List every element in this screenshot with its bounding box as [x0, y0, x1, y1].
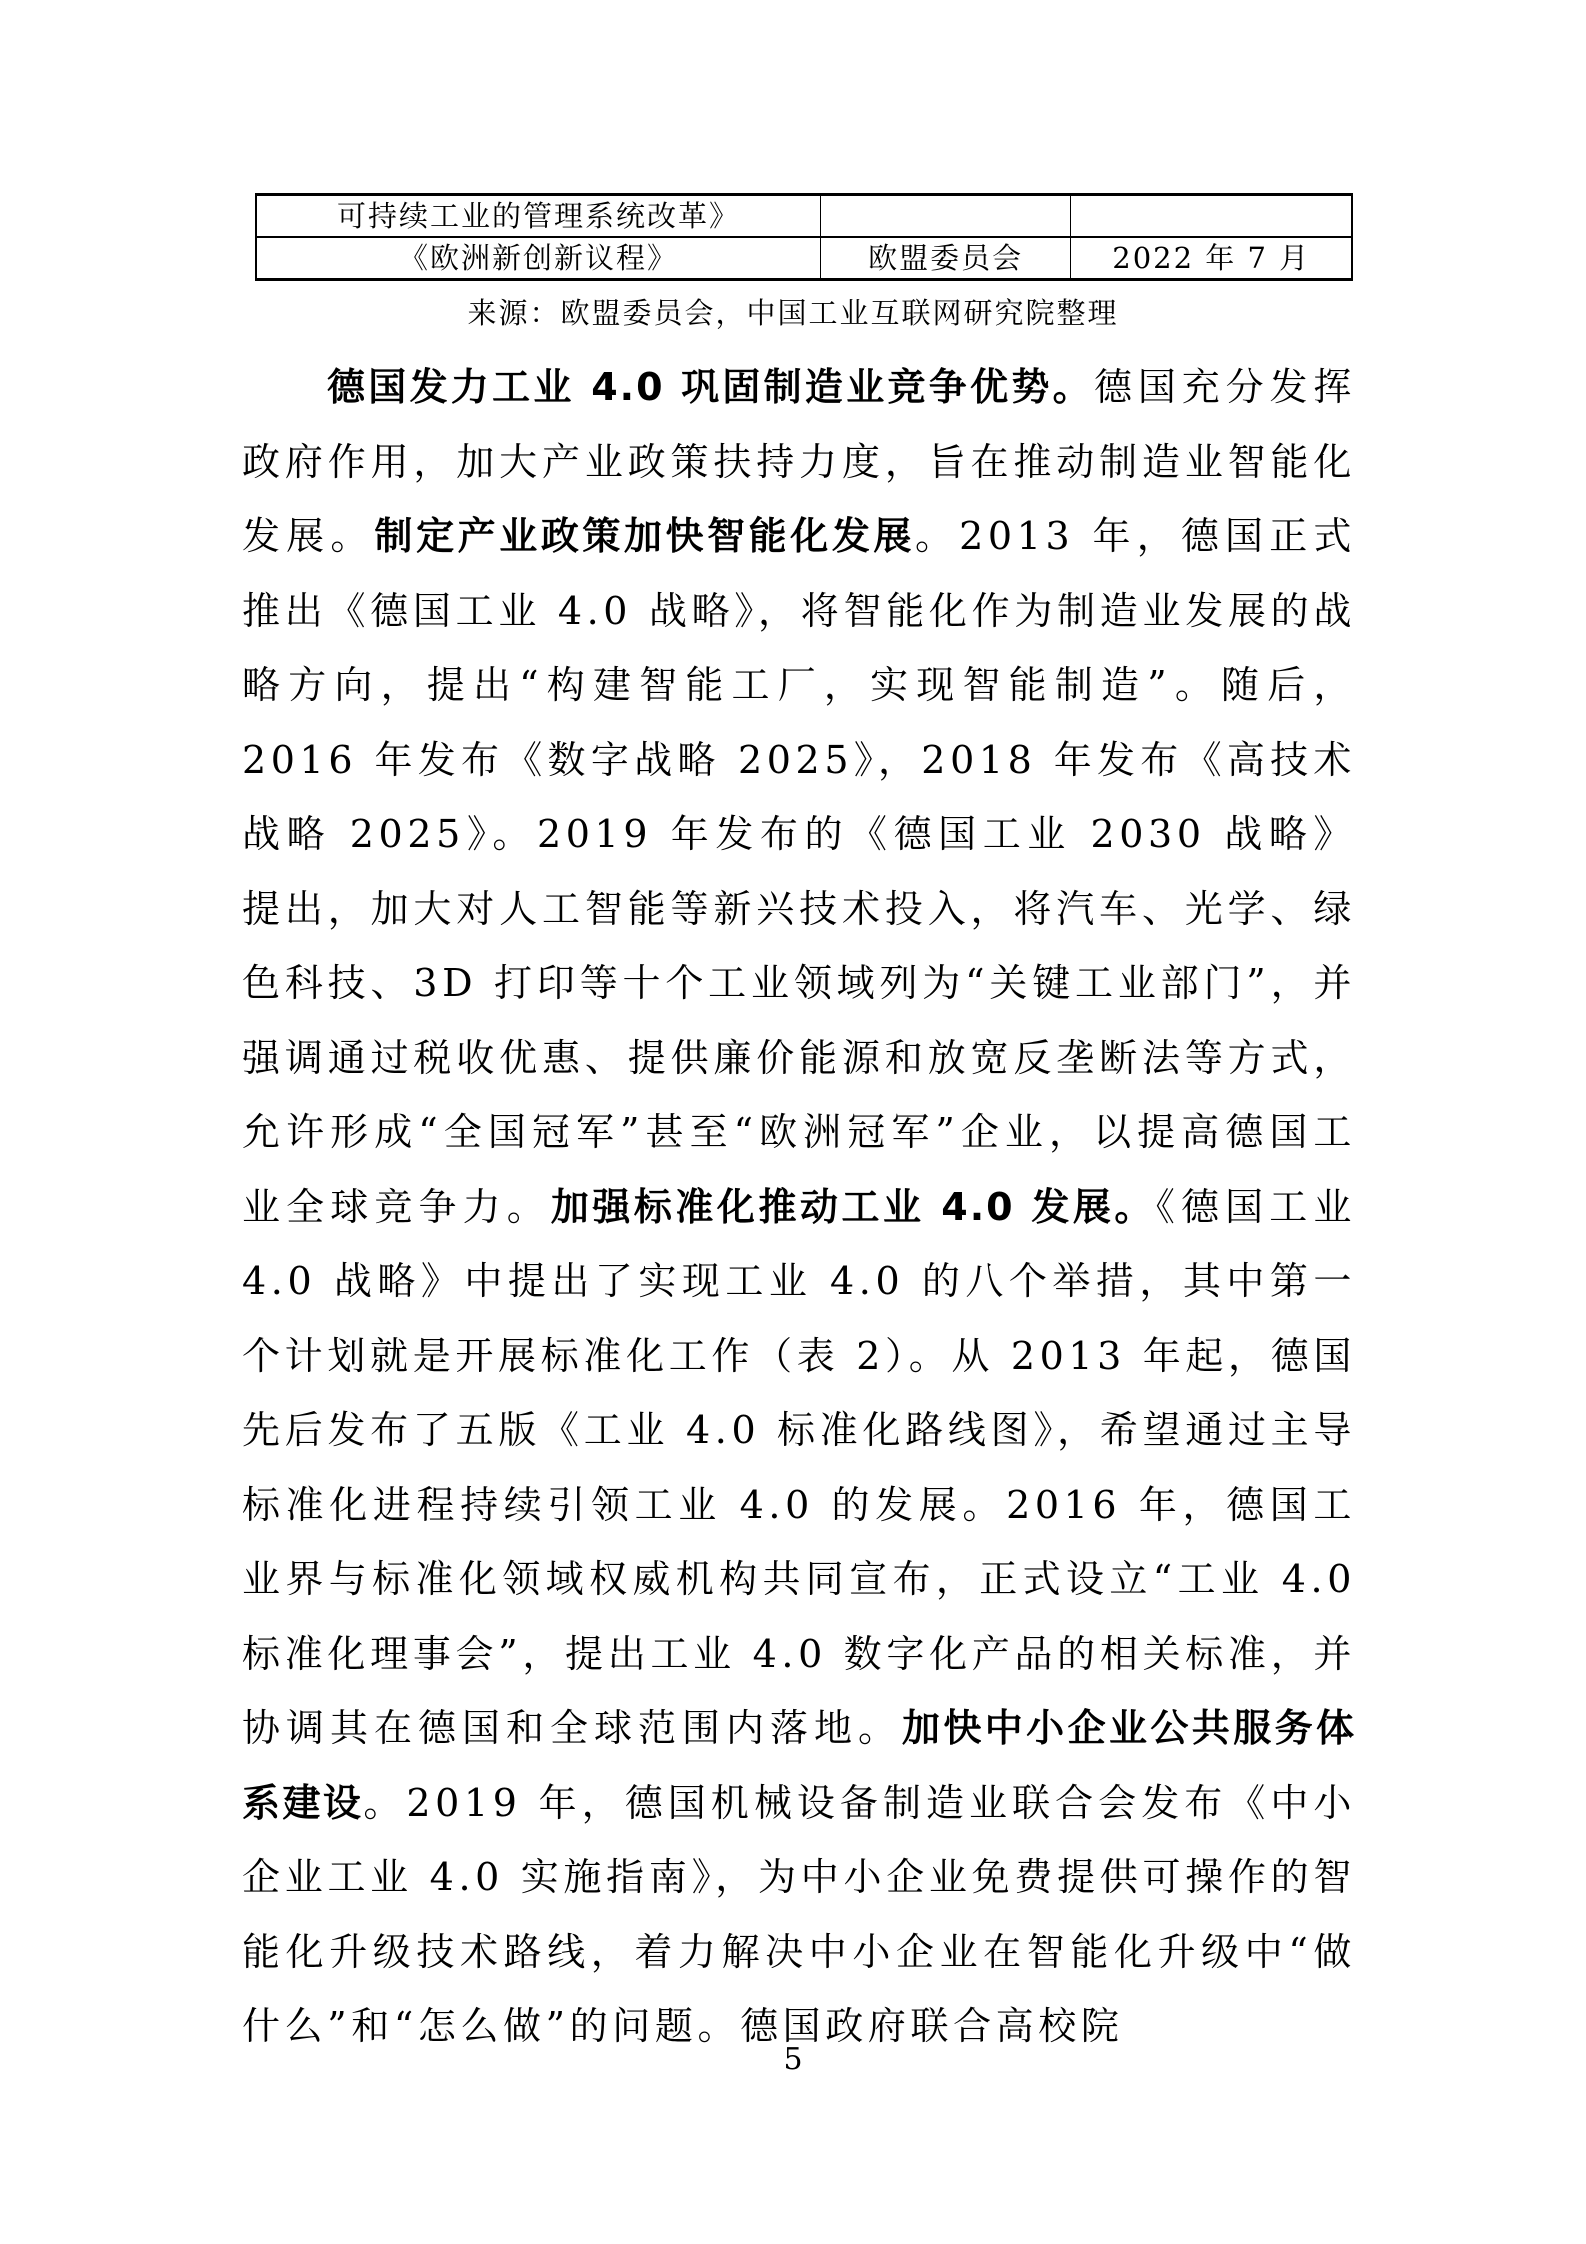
- page-number: 5: [783, 2042, 803, 2077]
- paragraph-text: 。2019 年，德国机械设备制造业联合会发布《中小企业工业 4.0 实施指南》，为中小企业免费提供可操作的智能化升级技术路线，着力解决中小企业在智能化升级中“做什么”和“怎么做”的问题。德国政府联合高校院: [242, 1780, 1356, 2048]
- bold-heading-germany-industry40: 德国发力工业 4.0 巩固制造业竞争优势。: [327, 365, 1094, 409]
- body-paragraph: [242, 350, 1356, 2064]
- bold-heading-industrial-policy: 制定产业政策加快智能化发展: [374, 514, 915, 558]
- table-cell-date: [1071, 195, 1352, 238]
- table-cell-publisher: [820, 195, 1071, 238]
- paragraph-text: 德国充分发挥政府作用，加大产业政策扶持力度，旨在推动制造业智能化发展。: [242, 365, 1356, 558]
- bold-heading-standardization: 加强标准化推动工业 4.0 发展。: [550, 1184, 1156, 1229]
- paragraph-text: 《德国工业 4.0 战略》中提出了实现工业 4.0 的八个举措，其中第一个计划就是开展标准化工作（表 2）。从 2013 年起，德国先后发布了五版《工业 4.0 标准化路线图》，希望通过主导标准化进程持续引领工业 4.0 的发展。2016 年，德国工业界与标准化领域权威机构共同宣布，正式设立“工业 4.0 标准化理事会”，提出工业 4.0 数字化产品的相关标准，并协调其在德国和全球范围内落地。: [242, 1184, 1356, 1750]
- table-cell-policy: 可持续工业的管理系统改革》: [256, 195, 820, 238]
- paragraph-text: 。2013 年，德国正式推出《德国工业 4.0 战略》，将智能化作为制造业发展的战略方向，提出“构建智能工厂，实现智能制造”。随后，2016 年发布《数字战略 2025》，2018 年发布《高技术战略 2025》。2019 年发布的《德国工业 2030 战略》提出，加大对人工智能等新兴技术投入，将汽车、光学、绿色科技、3D 打印等十个工业领域列为“关键工业部门”，并强调通过税收优惠、提供廉价能源和放宽反垄断法等方式，允许形成“全国冠军”甚至“欧洲冠军”企业，以提高德国工业全球竞争力。: [242, 514, 1356, 1229]
- table-row: [256, 195, 1352, 238]
- policy-table: [255, 193, 1353, 281]
- bold-heading-sme-services: 加快中小企业公共服务体系建设: [242, 1706, 1356, 1825]
- table-row: [256, 237, 1352, 280]
- table-cell-date: 2022 年 7 月: [1071, 237, 1352, 280]
- table-cell-publisher: 欧盟委员会: [820, 237, 1071, 280]
- table-cell-policy: 《欧洲新创新议程》: [256, 237, 820, 280]
- table-source-note: 来源：欧盟委员会，中国工业互联网研究院整理: [467, 296, 1119, 330]
